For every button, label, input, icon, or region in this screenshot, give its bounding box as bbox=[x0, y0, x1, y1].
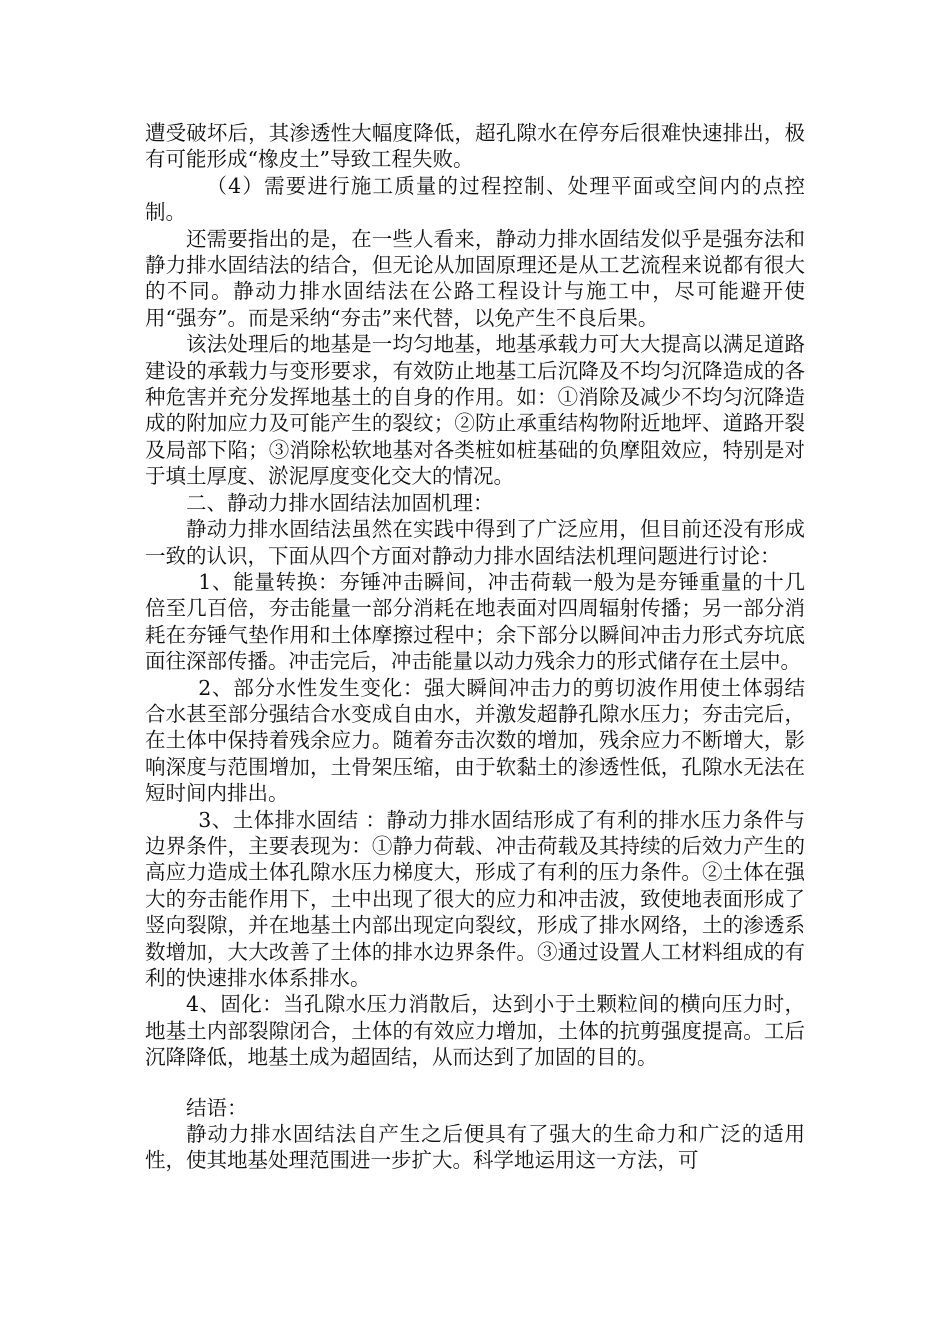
paragraph-conclusion: 静动力排水固结法自产生之后便具有了强大的生命力和广泛的适用性，使其地基处理范围进一步扩大。科学地运用这一方法，可 bbox=[145, 1122, 805, 1173]
paragraph-energy-conversion: 1、能量转换：夯锤冲击瞬间，冲击荷载一般为是夯锤重量的十几倍至几百倍，夯击能量一部分消耗在地表面对四周辐射传播；另一部分消耗在夯锤气垫作用和土体摩擦过程中；余下部分以瞬间冲击力形式夯坑底面往深部传播。冲击完后，冲击能量以动力残余力的形式储存在土层中。 bbox=[145, 569, 805, 674]
paragraph-item-4: （4）需要进行施工质量的过程控制、处理平面或空间内的点控制。 bbox=[145, 173, 805, 225]
paragraph-note: 还需要指出的是，在一些人看来，静动力排水固结发似乎是强夯法和静力排水固结法的结合，但无论从加固原理还是从工艺流程来说都有很大的不同。静动力排水固结法在公路工程设计与施工中，尽可能避开使用“强夯”。而是采纳“夯击”来代替，以免产生不良后果。 bbox=[145, 226, 805, 330]
paragraph-water-change: 2、部分水性发生变化：强大瞬间冲击力的剪切波作用使土体弱结合水甚至部分强结合水变成自由水，并激发超静孔隙水压力；夯击完后，在土体中保持着残余应力。随着夯击次数的增加，残余应力不断增大，影响深度与范围增加，土骨架压缩，由于软黏土的渗透性低，孔隙水无法在短时间内排出。 bbox=[145, 675, 805, 806]
conclusion-heading: 结语： bbox=[186, 1095, 248, 1120]
paragraph-mechanism-intro: 静动力排水固结法虽然在实践中得到了广泛应用，但目前还没有形成一致的认识，下面从四个方面对静动力排水固结法机理问题进行讨论： bbox=[145, 517, 805, 568]
document-body bbox=[145, 120, 805, 1174]
paragraph-solidification: 4、固化：当孔隙水压力消散后，达到小于土颗粒间的横向压力时，地基土内部裂隙闭合，土体的有效应力增加，土体的抗剪强度提高。工后沉降降低，地基土成为超固结，从而达到了加固的目的。 bbox=[145, 992, 805, 1070]
paragraph-drainage-consolidation: 3、土体排水固结 ：静动力排水固结形成了有利的排水压力条件与边界条件，主要表现为：①静力荷载、冲击荷载及其持续的后效力产生的高应力造成土体孔隙水压力梯度大，形成了有利的压力条件。②土体在强大的夯击能作用下，土中出现了很大的应力和冲击波，致使地表面形成了竖向裂隙，并在地基土内部出现定向裂纹，形成了排水网络，土的渗透系数增加，大大改善了土体的排水边界条件。③通过设置人工材料组成的有利的快速排水体系排水。 bbox=[145, 807, 805, 990]
section-heading-mechanism: 二、静动力排水固结法加固机理： bbox=[186, 490, 494, 515]
paragraph-continuation: 遭受破坏后，其渗透性大幅度降低，超孔隙水在停夯后很难快速排出，极有可能形成“橡皮土”导致工程失败。 bbox=[145, 121, 805, 172]
paragraph-effects: 该法处理后的地基是一均匀地基，地基承载力可大大提高以满足道路建设的承载力与变形要求，有效防止地基工后沉降及不均匀沉降造成的各种危害并充分发挥地基土的自身的作用。如：①消除及减少不均匀沉降造成的附加应力及可能产生的裂纹；②防止承重结构物附近地坪、道路开裂及局部下陷；③消除松软地基对各类桩如桩基础的负摩阻效应，特别是对于填土厚度、淤泥厚度变化交大的情况。 bbox=[145, 332, 805, 489]
paragraph-spacer bbox=[145, 1071, 805, 1095]
